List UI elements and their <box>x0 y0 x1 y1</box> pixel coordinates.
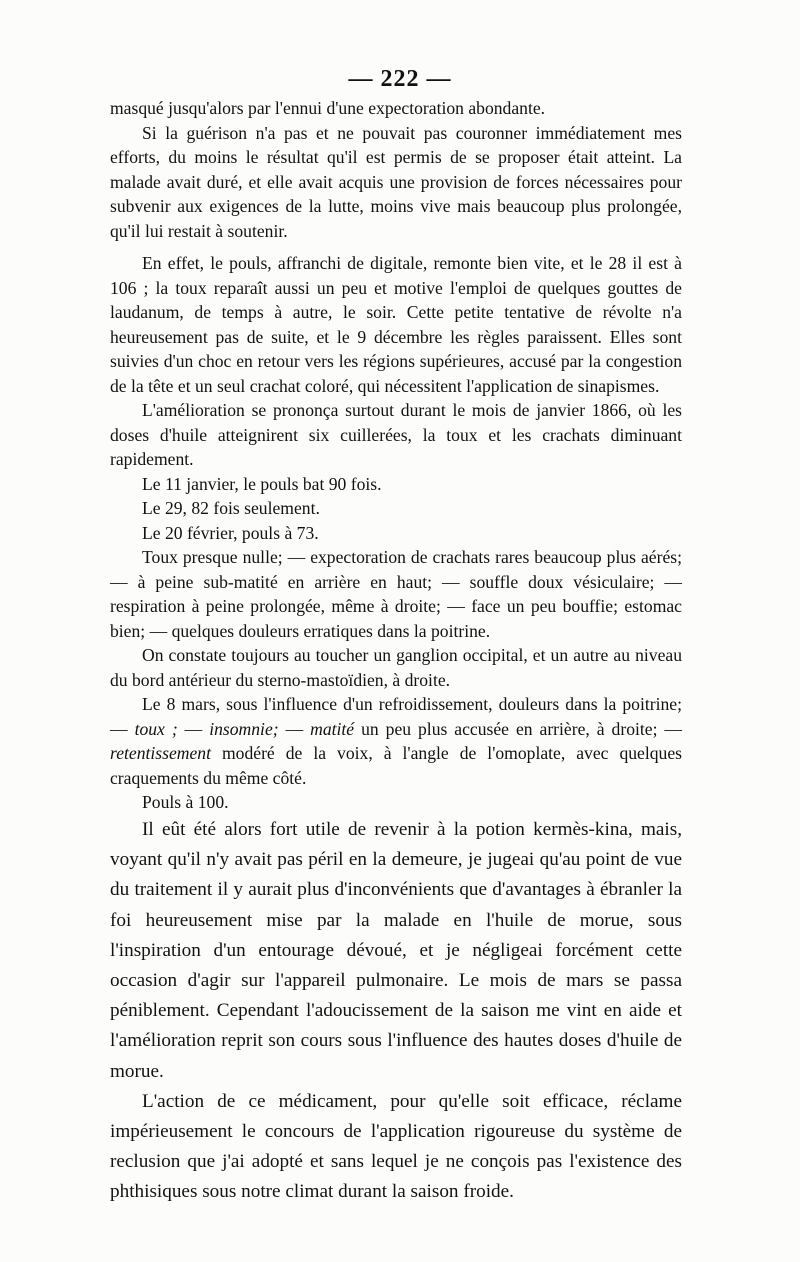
paragraph: Pouls à 100. <box>142 792 229 812</box>
text-run: un peu plus accusée en arrière, à droite; — <box>354 718 683 739</box>
italic-term: matité <box>310 718 355 739</box>
italic-term: retentissement <box>110 743 211 763</box>
paragraph: L'action de ce médicament, pour qu'elle soit efficace, réclame impérieusement le concours de l'application rigoureuse du système de reclusion que j'ai adopté et sans lequel je ne conçois pas l'existence des phthisiques sous notre climat durant la saison froide. <box>110 1090 682 1203</box>
italic-term: insomnie; <box>209 718 279 739</box>
text-run: — <box>177 718 210 739</box>
paragraph: Il eût été alors fort utile de revenir à la potion kermès-kina, mais, voyant qu'il n'y avait pas péril en la demeure, je jugeai qu'au point de vue du traitement il y aurait plus d'inconvénients que d'avantages à ébranler la foi heureusement mise par la malade en l'huile de morue, sous l'inspiration d'un entourage dévoué, et je négligeai forcément cette occasion d'agir sur l'appareil pulmonaire. Le mois de mars se passa péniblement. Cependant l'adoucissement de la saison me vint en aide et l'amélioration reprit son cours sous l'influence des hautes doses d'huile de morue. <box>110 819 682 1082</box>
text-run: — <box>278 718 311 739</box>
paragraph-continued: masqué jusqu'alors par l'ennui d'une expectoration abondante. <box>110 98 546 118</box>
text-section-small <box>110 96 682 815</box>
paragraph-spacer <box>110 243 682 251</box>
paragraph: Le 29, 82 fois seulement. <box>142 498 320 518</box>
page-number: — 222 — <box>348 66 452 92</box>
italic-term: toux ; <box>134 718 178 739</box>
paragraph <box>110 692 682 790</box>
paragraph: Le 20 février, pouls à 73. <box>142 522 319 543</box>
paragraph: On constate toujours au toucher un ganglion occipital, et un autre au niveau du bord antérieur du sterno-mastoïdien, à droite. <box>110 645 682 690</box>
paragraph: En effet, le pouls, affranchi de digitale, remonte bien vite, et le 28 il est à 106 ; la toux reparaît aussi un peu et motive l'emploi de quelques gouttes de laudanum, de temps à autre, le soir. Cette petite tentative de révolte n'a heureusement pas de suite, et le 9 décembre les règles paraissent. Elles sont suivies d'un choc en retour vers les régions supérieures, accusé par la congestion de la tête et un seul crachat coloré, qui nécessitent l'application de sinapismes. <box>110 253 682 396</box>
text-run: Le 8 mars, sous l'influence d'un refroidissement, douleurs dans la poitrine; — <box>110 694 682 739</box>
paragraph: Si la guérison n'a pas et ne pouvait pas couronner immédiatement mes efforts, du moins le résultat qu'il est permis de se proposer était atteint. La malade avait duré, et elle avait acquis une provision de forces nécessaires pour subvenir aux exigences de la lutte, moins vive mais beaucoup plus prolongée, qu'il lui restait à soutenir. <box>110 122 682 241</box>
paragraph: L'amélioration se prononça surtout durant le mois de janvier 1866, où les doses d'huile atteignirent six cuillerées, la toux et les crachats diminuant rapidement. <box>110 400 682 469</box>
text-section-large <box>110 815 682 1208</box>
paragraph: Toux presque nulle; — expectoration de crachats rares beaucoup plus aérés; — à peine sub-matité en arrière en haut; — souffle doux vésiculaire; — respiration à peine prolongée, même à droite; — face un peu bouffie; estomac bien; — quelques douleurs erratiques dans la poitrine. <box>110 547 682 641</box>
text-run: modéré de la voix, à l'angle de l'omoplate, avec quelques craquements du même côté. <box>110 743 682 788</box>
paragraph: Le 11 janvier, le pouls bat 90 fois. <box>142 473 382 494</box>
